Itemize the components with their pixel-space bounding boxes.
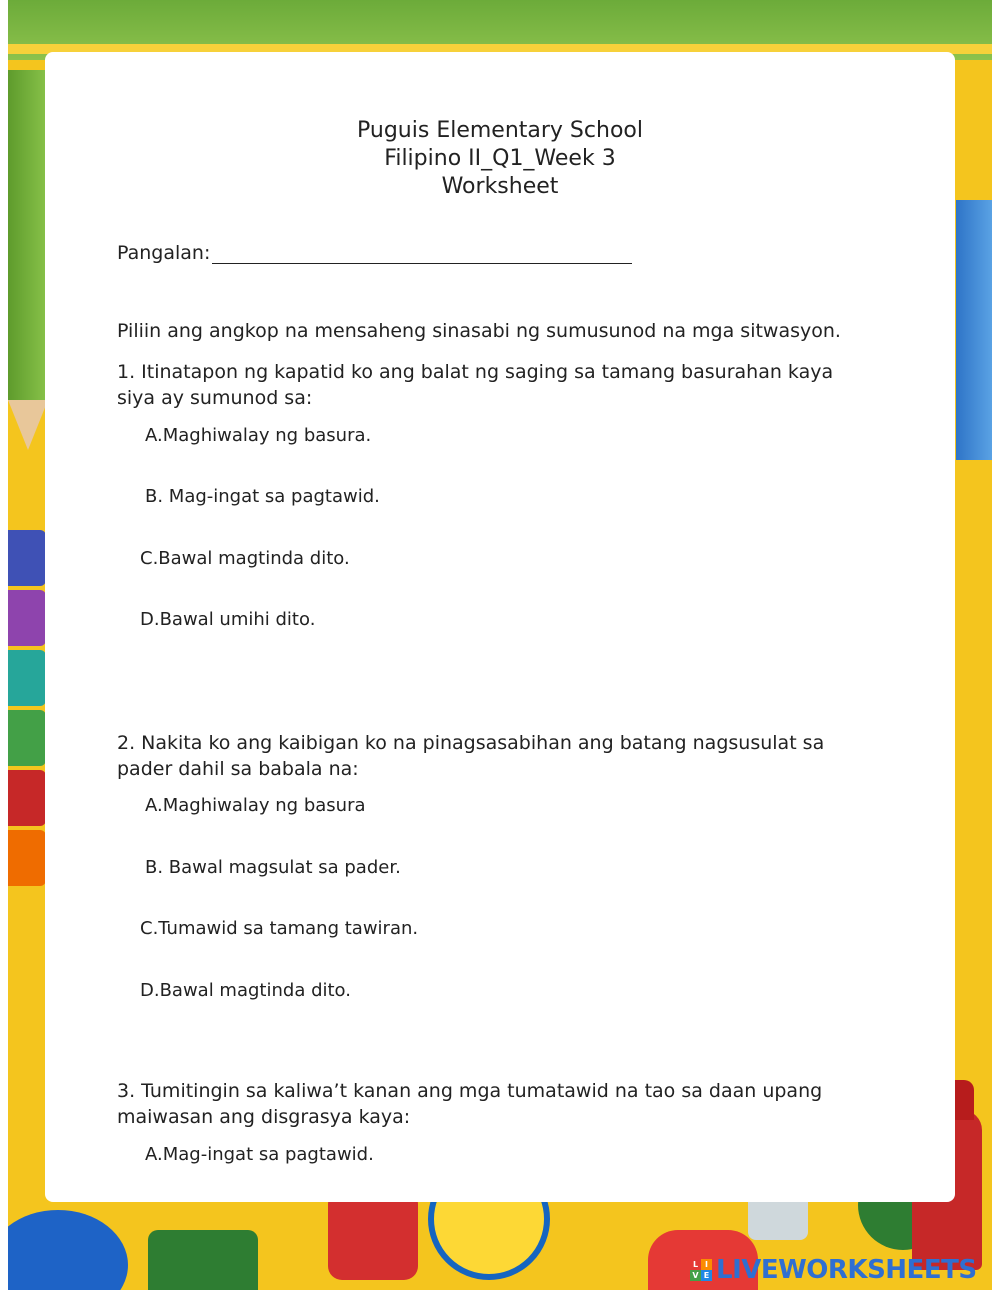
books-decoration bbox=[8, 530, 46, 890]
q2-option-c[interactable]: C.Tumawid sa tamang tawiran. bbox=[140, 918, 419, 939]
question-1: 1. Itinatapon ng kapatid ko ang balat ng saging sa tamang basurahan kaya siya ay sumunod sa: bbox=[117, 361, 834, 409]
q2-option-a[interactable]: A.Maghiwalay ng basura bbox=[145, 795, 366, 816]
name-label: Pangalan: bbox=[117, 242, 211, 264]
q1-option-c[interactable]: C.Bawal magtinda dito. bbox=[140, 548, 350, 569]
worksheet-header bbox=[45, 117, 955, 201]
subject-title: Filipino II_Q1_Week 3 bbox=[384, 146, 616, 171]
q3-option-a[interactable]: A.Mag-ingat sa pagtawid. bbox=[145, 1144, 374, 1165]
liveworksheets-logo-icon: L I V E bbox=[690, 1259, 712, 1281]
question-3: 3. Tumitingin sa kaliwa’t kanan ang mga tumatawid na tao sa daan upang maiwasan ang disgrasya kaya: bbox=[117, 1080, 823, 1128]
q2-option-b[interactable]: B. Bawal magsulat sa pader. bbox=[145, 857, 401, 878]
name-row bbox=[117, 242, 632, 264]
watermark-text: LIVEWORKSHEETS bbox=[716, 1255, 977, 1285]
top-green-band bbox=[8, 0, 992, 60]
school-name: Puguis Elementary School bbox=[357, 118, 643, 143]
q1-option-b[interactable]: B. Mag-ingat sa pagtawid. bbox=[145, 486, 380, 507]
blue-pencil-decoration bbox=[956, 200, 992, 460]
q1-option-a[interactable]: A.Maghiwalay ng basura. bbox=[145, 425, 372, 446]
q2-option-d[interactable]: D.Bawal magtinda dito. bbox=[140, 980, 351, 1001]
name-input-line[interactable] bbox=[212, 243, 632, 264]
worksheet-label: Worksheet bbox=[441, 174, 559, 199]
question-2: 2. Nakita ko ang kaibigan ko na pinagsasabihan ang batang nagsusulat sa pader dahil sa babala na: bbox=[117, 732, 825, 780]
green-pencil-decoration bbox=[8, 70, 48, 400]
liveworksheets-watermark bbox=[690, 1256, 977, 1284]
instructions: Piliin ang angkop na mensaheng sinasabi ng sumusunod na mga sitwasyon. bbox=[117, 320, 841, 342]
worksheet-page bbox=[45, 52, 955, 1202]
q1-option-d[interactable]: D.Bawal umihi dito. bbox=[140, 609, 316, 630]
